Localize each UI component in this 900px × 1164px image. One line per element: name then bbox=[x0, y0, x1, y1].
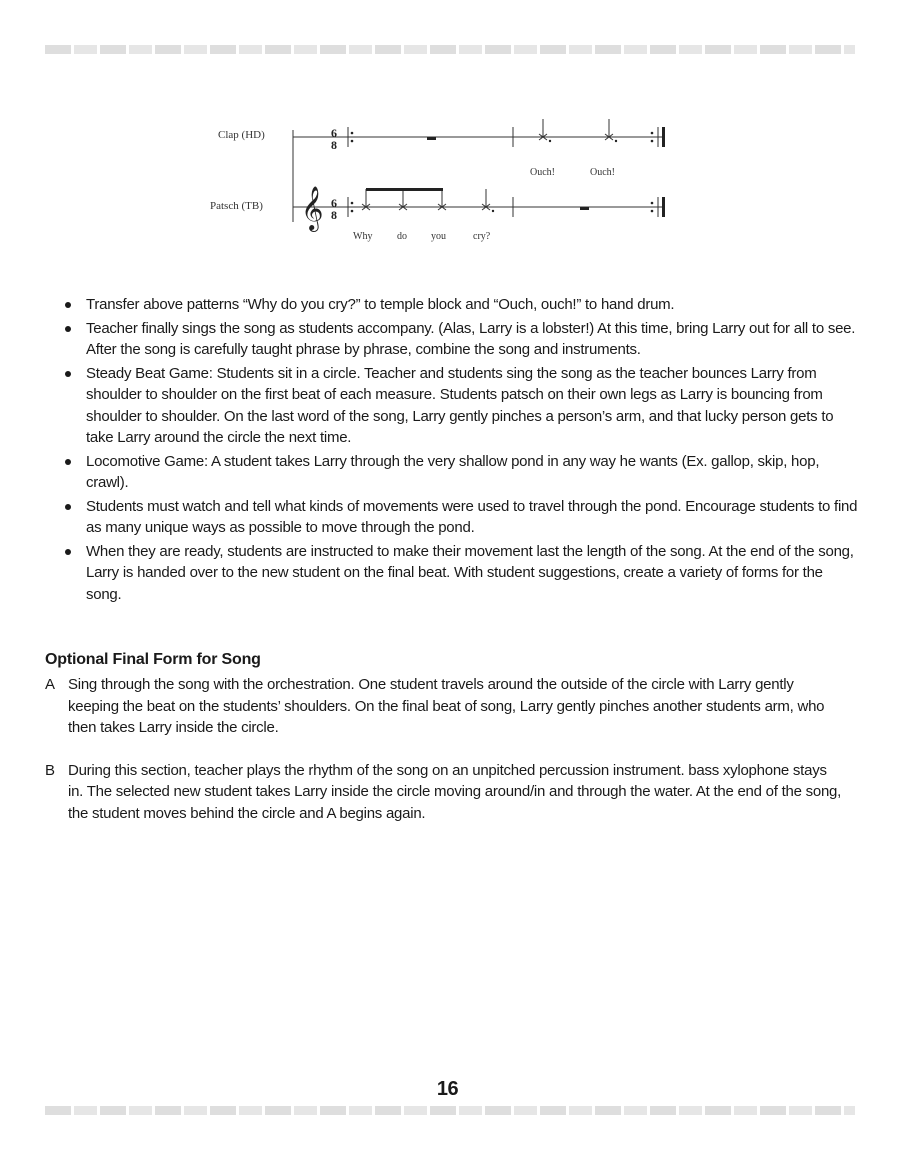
final-form-list bbox=[45, 674, 845, 845]
repeat-dot bbox=[351, 210, 354, 213]
staff-label-patsch: Patsch (TB) bbox=[210, 200, 263, 212]
page-number: 16 bbox=[436, 1078, 459, 1100]
time-sig-bottom: 8 bbox=[331, 208, 337, 222]
rest bbox=[580, 207, 589, 210]
bullet-item: Teacher finally sings the song as students accompany. (Alas, Larry is a lobster!) At this time, bring Larry out for all to see. After the song is carefully taught phrase by phrase, combine the song and instruments. bbox=[60, 318, 860, 361]
form-letter: A bbox=[45, 676, 55, 693]
time-sig-top: 6 bbox=[331, 126, 337, 140]
bottom-decorative-border bbox=[45, 1106, 855, 1115]
form-text: Sing through the song with the orchestration. One student travels around the outside of the circle with Larry gently keeping the beat on the students’ shoulders. On the final beat of song, Larry gently pinches another students arm, who then takes Larry inside the circle. bbox=[68, 676, 825, 736]
repeat-dot bbox=[651, 140, 654, 143]
top-decorative-border bbox=[45, 45, 855, 54]
repeat-dot bbox=[351, 132, 354, 135]
dot bbox=[615, 140, 617, 142]
form-letter: B bbox=[45, 761, 55, 779]
repeat-end-thick-bar bbox=[662, 127, 665, 147]
time-sig-top: 6 bbox=[331, 196, 337, 210]
lyric-cry: cry? bbox=[473, 231, 491, 242]
rest bbox=[427, 137, 436, 140]
dot bbox=[549, 140, 551, 142]
repeat-dot bbox=[651, 132, 654, 135]
dot bbox=[492, 210, 494, 212]
activity-bullet-list bbox=[60, 294, 860, 607]
form-text: During this section, teacher plays the rhythm of the song on an unpitched percussion instrument. bass xylophone stays in. The selected new student takes Larry inside the circle moving around/in and through the water. At the end of the song, the student moves behind the circle and A begins again. bbox=[68, 761, 842, 822]
repeat-dot bbox=[351, 202, 354, 205]
repeat-dot bbox=[351, 140, 354, 143]
lyric-do: do bbox=[397, 231, 407, 242]
lyric-ouch-1: Ouch! bbox=[530, 167, 555, 178]
treble-clef: 𝄞 bbox=[301, 186, 324, 230]
staff-label-clap: Clap (HD) bbox=[218, 129, 265, 141]
lyric-why: Why bbox=[353, 231, 373, 242]
eighth-beam bbox=[366, 188, 443, 191]
repeat-dot bbox=[651, 202, 654, 205]
bullet-item: When they are ready, students are instructed to make their movement last the length of the song. At the end of the song, Larry is handed over to the new student on the final beat. With student suggestions, create a variety of forms for the song. bbox=[60, 541, 860, 606]
lyric-ouch-2: Ouch! bbox=[590, 167, 615, 178]
lyric-you: you bbox=[431, 231, 446, 242]
time-sig-bottom: 8 bbox=[331, 138, 337, 152]
bullet-item: Students must watch and tell what kinds of movements were used to travel through the pond. Encourage students to find as many unique ways as possible to move through the pond. bbox=[60, 496, 860, 539]
bullet-item: Steady Beat Game: Students sit in a circle. Teacher and students sing the song as the teacher bounces Larry from shoulder to shoulder on the first beat of each measure. Students patsch on their own legs as Larry is bouncing from shoulder to shoulder. On the last word of the song, Larry gently pinches a person’s arm, and that lucky person gets to take Larry around the circle the next time. bbox=[60, 363, 860, 449]
section-heading: Optional Final Form for Song bbox=[45, 651, 261, 668]
rhythm-score bbox=[200, 105, 680, 255]
repeat-end-thick-bar bbox=[662, 197, 665, 217]
bullet-item: Transfer above patterns “Why do you cry?” to temple block and “Ouch, ouch!” to hand drum. bbox=[60, 294, 860, 316]
form-item-a bbox=[45, 674, 845, 739]
repeat-dot bbox=[651, 210, 654, 213]
form-item-b bbox=[45, 760, 845, 825]
bullet-item: Locomotive Game: A student takes Larry through the very shallow pond in any way he wants (Ex. gallop, skip, hop, crawl). bbox=[60, 451, 860, 494]
